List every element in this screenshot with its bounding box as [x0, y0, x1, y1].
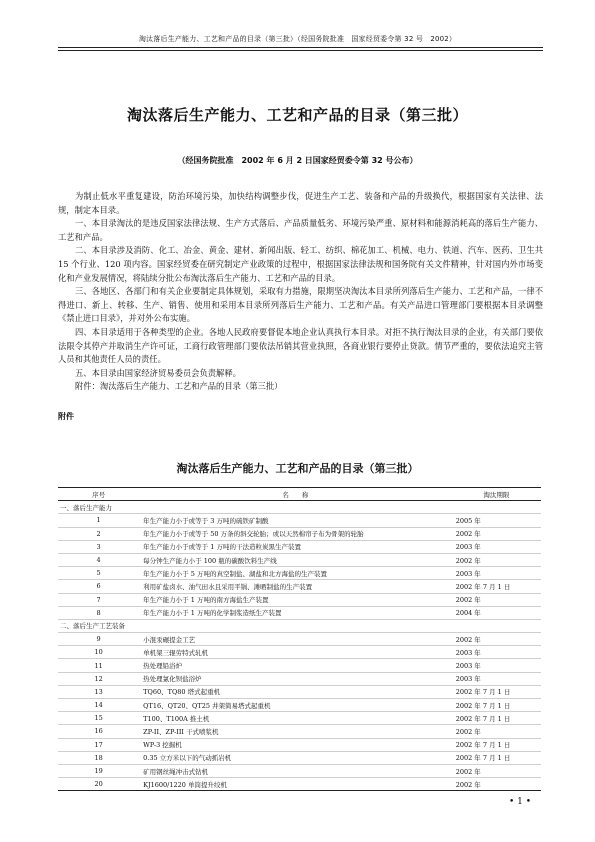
- cell-no: 15: [58, 712, 139, 725]
- cell-no: 9: [58, 633, 139, 646]
- table-row: [58, 633, 541, 646]
- cell-name: 小混汞碾提金工艺: [139, 633, 452, 646]
- paragraph: 一、本目录淘汰的是违反国家法律法规、生产方式落后、产品质量低劣、环境污染严重、原材料和能源消耗高的落后生产能力、工艺和产品。: [58, 218, 543, 242]
- paragraph: 附件：淘汰落后生产能力、工艺和产品的目录（第三批）: [75, 381, 283, 392]
- table-row: [58, 659, 541, 672]
- paragraph: 四、本目录适用于各种类型的企业。各地人民政府要督促本地企业认真执行本目录。对拒不执行淘汰目录的企业，有关部门要依法限令其停产并取消生产许可证，工商行政管理部门要依法吊销其营业执照，各商业银行要停止贷款。情节严重的，要依法追究主管人员和其他责任人员的责任。: [58, 326, 543, 365]
- cell-no: 7: [58, 593, 139, 606]
- cell-name: ZP-II、ZP-III 干式喷浆机: [139, 725, 452, 738]
- cell-name: QT16、QT20、QT25 井架简易塔式起重机: [139, 699, 452, 712]
- cell-name: 年生产能力小于 5 万吨的真空制盐、湖盐和北方海盐的生产装置: [139, 567, 452, 580]
- cell-no: 16: [58, 725, 139, 738]
- running-header: 淘汰落后生产能力、工艺和产品的目录（第三批）（经国务院批准 国家经贸委令第 32 号 2002）: [138, 35, 457, 43]
- cell-no: 5: [58, 567, 139, 580]
- cell-deadline: 2005 年: [452, 514, 541, 527]
- table-header-row: [58, 488, 541, 501]
- cell-deadline: 2002 年: [452, 725, 541, 738]
- cell-deadline: 2002 年: [452, 593, 541, 606]
- elimination-table: [58, 487, 541, 791]
- header-deadline: 淘汰期限: [452, 488, 541, 501]
- cell-name: TQ60、TQ80 塔式起重机: [139, 685, 452, 698]
- cell-name: 年生产能力小于 1 万吨的化学制浆造纸生产装置: [139, 606, 452, 619]
- cell-deadline: 2003 年: [452, 646, 541, 659]
- table-row: [58, 672, 541, 685]
- cell-deadline: 2002 年 7 月 1 日: [452, 699, 541, 712]
- cell-name: 年生产能力小于或等于 50 万条的斜交轮胎；或以天然棉帘子布为骨架的轮胎: [139, 527, 452, 540]
- paragraph: 二、本目录涉及消防、化工、冶金、黄金、建材、新闻出版、轻工、纺织、棉花加工、机械、电力、铁道、汽车、医药、卫生共 15 个行业、120 项内容。国家经贸委在研究制定产业政策的过程中，根据国家法律法规和国务院有关文件精神，针对国内外市场变化和产业发展情况，将陆续分批公布淘汰落后生产能力、工艺和产品的目录。: [58, 245, 543, 283]
- header-no: 序号: [58, 488, 139, 501]
- cell-deadline: 2002 年 7 月 1 日: [452, 580, 541, 593]
- table-section-row: [58, 619, 541, 632]
- document-subtitle: （经国务院批准 2002 年 6 月 2 日国家经贸委令第 32 号公布）: [177, 156, 418, 165]
- cell-deadline: 2004 年: [452, 606, 541, 619]
- table-row: [58, 593, 541, 606]
- table-row: [58, 567, 541, 580]
- body-text: [58, 190, 543, 394]
- cell-deadline: 2002 年: [452, 527, 541, 540]
- cell-name: 每分钟生产能力小于 100 瓶的碳酸饮料生产线: [139, 553, 452, 566]
- table-row: [58, 685, 541, 698]
- cell-name: 利用矿盐卤水、油气田水且采用平锅、滩晒制盐的生产装置: [139, 580, 452, 593]
- table-row: [58, 646, 541, 659]
- cell-deadline: 2002 年 7 月 1 日: [452, 712, 541, 725]
- cell-no: 12: [58, 672, 139, 685]
- table-row: [58, 606, 541, 619]
- table-row: [58, 725, 541, 738]
- table-row: [58, 514, 541, 527]
- table-row: [58, 764, 541, 777]
- attachment-label: 附件: [58, 412, 74, 421]
- cell-no: 18: [58, 751, 139, 764]
- paragraph: 五、本目录由国家经济贸易委员会负责解释。: [75, 367, 241, 378]
- cell-no: 14: [58, 699, 139, 712]
- page-number: • 1 •: [509, 797, 532, 807]
- header-name: 名 称: [139, 488, 452, 501]
- cell-name: 0.35 立方米以下的气动抓岩机: [139, 751, 452, 764]
- table-row: [58, 540, 541, 553]
- cell-deadline: 2002 年 7 月 1 日: [452, 738, 541, 751]
- cell-name: 热处理氯化钡盐浴炉: [139, 672, 452, 685]
- document-title: 淘汰落后生产能力、工艺和产品的目录（第三批）: [126, 106, 468, 124]
- cell-deadline: 2002 年: [452, 553, 541, 566]
- table-row: [58, 751, 541, 764]
- cell-name: 年生产能力小于或等于 3 万吨的硫铁矿制酸: [139, 514, 452, 527]
- cell-deadline: 2002 年 7 月 1 日: [452, 751, 541, 764]
- cell-deadline: 2003 年: [452, 567, 541, 580]
- cell-name: KJ1600/1220 单筒提升绞机: [139, 778, 452, 791]
- cell-no: 19: [58, 764, 139, 777]
- paragraph: 为制止低水平重复建设，防治环境污染，加快结构调整步伐，促进生产工艺、装备和产品的升级换代，根据国家有关法律、法规，制定本目录。: [58, 191, 543, 215]
- cell-no: 6: [58, 580, 139, 593]
- header-rule-double: [58, 50, 543, 51]
- cell-deadline: 2002 年: [452, 764, 541, 777]
- cell-name: WP-3 挖掘机: [139, 738, 452, 751]
- table-row: [58, 527, 541, 540]
- cell-no: 4: [58, 553, 139, 566]
- cell-no: 11: [58, 659, 139, 672]
- cell-no: 17: [58, 738, 139, 751]
- cell-name: 单机架三辊劳特式轧机: [139, 646, 452, 659]
- cell-name: 年生产能力小于或等于 1 万吨的干法造粒炭黑生产装置: [139, 540, 452, 553]
- table-row: [58, 712, 541, 725]
- table-title: 淘汰落后生产能力、工艺和产品的目录（第三批）: [176, 462, 419, 475]
- cell-no: 13: [58, 685, 139, 698]
- cell-no: 8: [58, 606, 139, 619]
- table-row: [58, 699, 541, 712]
- cell-no: 10: [58, 646, 139, 659]
- cell-no: 1: [58, 514, 139, 527]
- cell-no: 20: [58, 778, 139, 791]
- table-row: [58, 580, 541, 593]
- section-title: 一、落后生产能力: [58, 501, 541, 514]
- section-title: 二、落后生产工艺装备: [58, 619, 541, 632]
- cell-deadline: 2002 年: [452, 633, 541, 646]
- cell-name: T100、T100A 推土机: [139, 712, 452, 725]
- cell-no: 3: [58, 540, 139, 553]
- cell-no: 2: [58, 527, 139, 540]
- cell-deadline: 2003 年: [452, 659, 541, 672]
- cell-deadline: 2002 年 7 月 1 日: [452, 685, 541, 698]
- table-section-row: [58, 501, 541, 514]
- table-row: [58, 553, 541, 566]
- cell-name: 年生产能力小于 1 万吨的南方海盐生产装置: [139, 593, 452, 606]
- cell-deadline: 2002 年: [452, 778, 541, 791]
- cell-deadline: 2003 年: [452, 672, 541, 685]
- cell-name: 热处理铅浴炉: [139, 659, 452, 672]
- table-row: [58, 738, 541, 751]
- cell-deadline: 2003 年: [452, 540, 541, 553]
- header-rule: [58, 47, 543, 48]
- paragraph: 三、各地区、各部门和有关企业要制定具体规划，采取有力措施，限期坚决淘汰本目录所列落后生产能力、工艺和产品，一律不得进口、新上、转移、生产、销售、使用和采用本目录所列落后生产能力、工艺和产品。有关产品进口管理部门要根据本目录调整《禁止进口目录》，并对外公布实施。: [58, 286, 543, 324]
- cell-name: 矿用钢丝绳冲击式钻机: [139, 764, 452, 777]
- table-row: [58, 778, 541, 791]
